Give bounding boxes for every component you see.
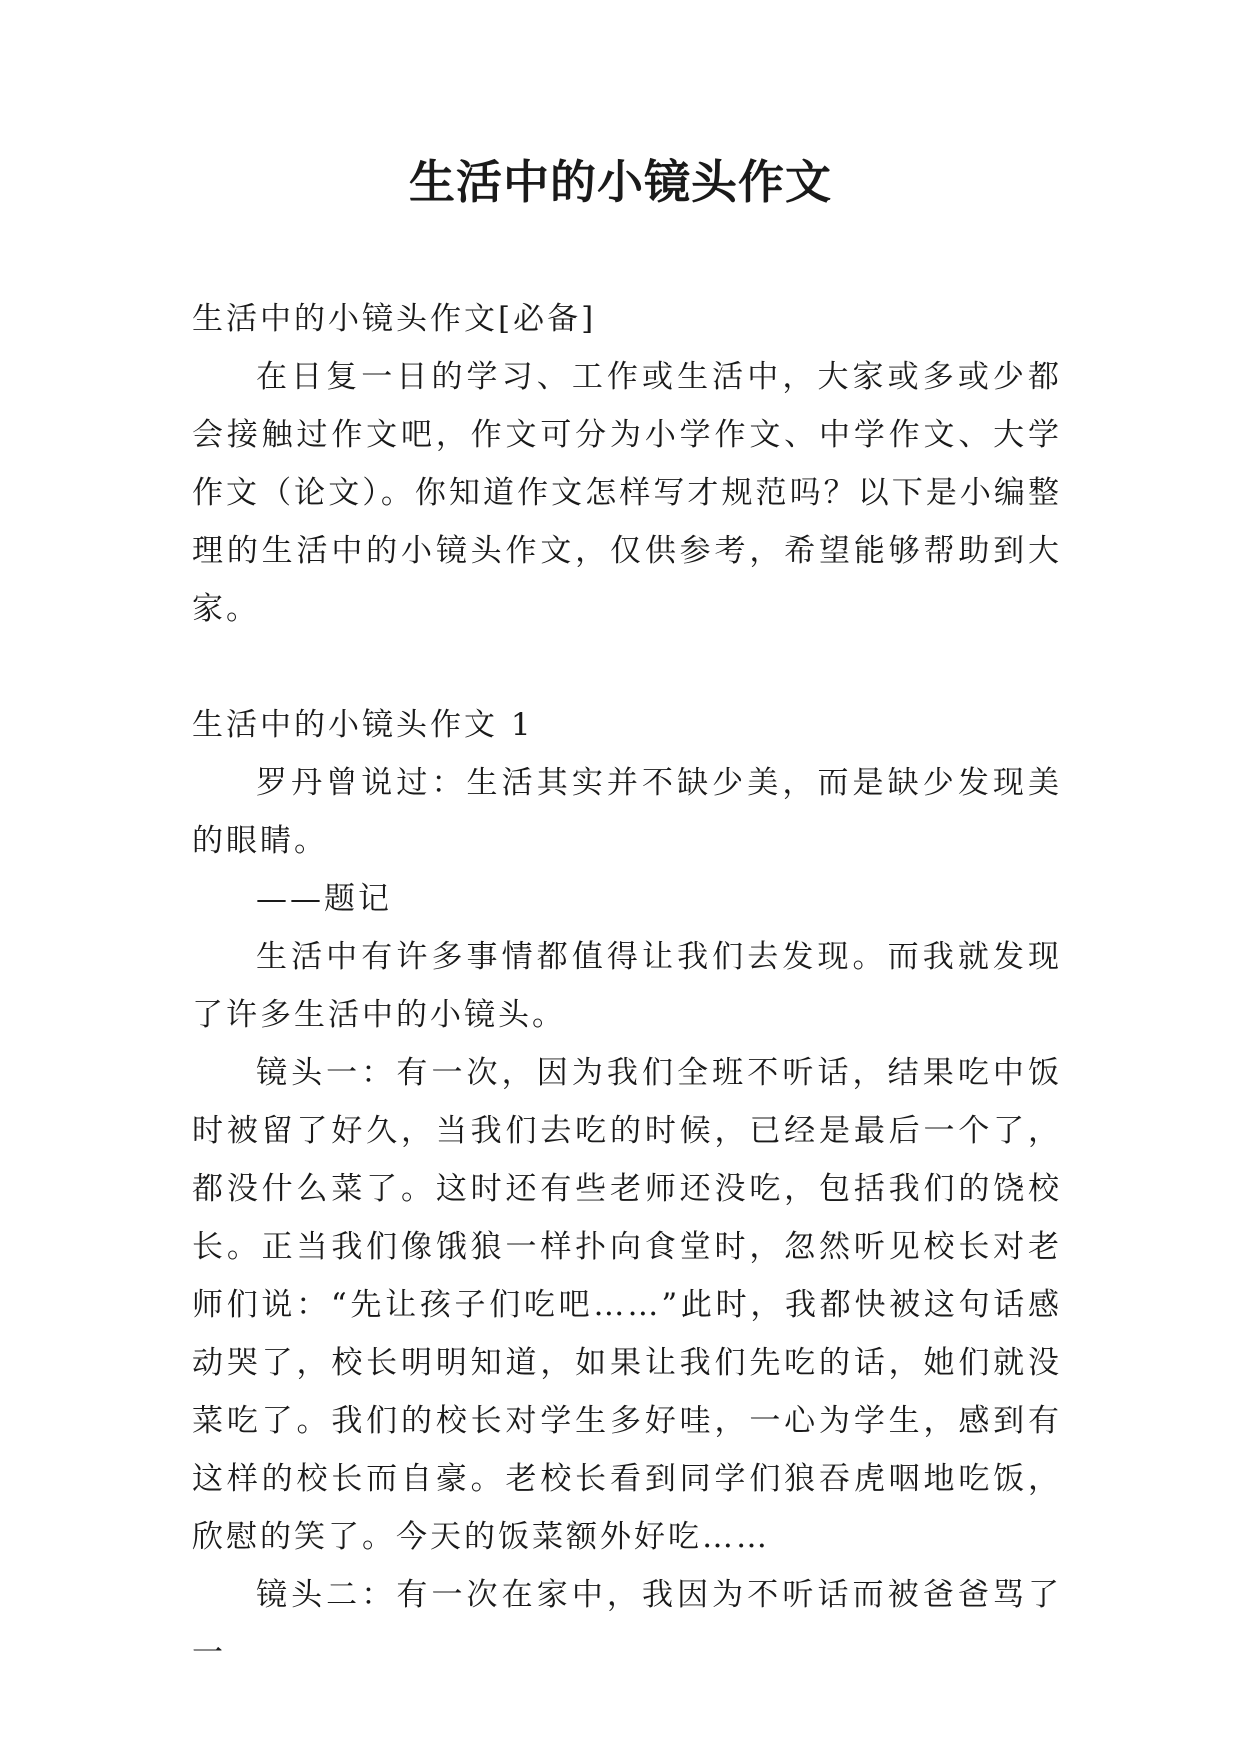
section-heading: 生活中的小镜头作文 1 — [192, 707, 534, 743]
document-title: 生活中的小镜头作文 — [409, 155, 832, 209]
scene-two-paragraph: 镜头二：有一次在家中，我因为不听话而被爸爸骂了一 — [192, 1577, 1062, 1671]
quote-paragraph: 罗丹曾说过：生活其实并不缺少美，而是缺少发现美的眼睛。 — [192, 765, 1062, 859]
epigraph-attribution: ——题记 — [256, 881, 392, 917]
intro-paragraph: 在日复一日的学习、工作或生活中，大家或多或少都会接触过作文吧，作文可分为小学作文、中学作文、大学作文（论文）。你知道作文怎样写才规范吗？以下是小编整理的生活中的小镜头作文，仅供参考，希望能够帮助到大家。 — [192, 359, 1062, 627]
scene-one-paragraph: 镜头一：有一次，因为我们全班不听话，结果吃中饭时被留了好久，当我们去吃的时候，已经是最后一个了，都没什么菜了。这时还有些老师还没吃，包括我们的饶校长。正当我们像饿狼一样扑向食堂时，忽然听见校长对老师们说：“先让孩子们吃吧……”此时，我都快被这句话感动哭了，校长明明知道，如果让我们先吃的话，她们就没菜吃了。我们的校长对学生多好哇，一心为学生，感到有这样的校长而自豪。老校长看到同学们狼吞虎咽地吃饭，欣慰的笑了。今天的饭菜额外好吃…… — [192, 1055, 1062, 1555]
document-body — [192, 290, 1062, 1682]
document-subtitle: 生活中的小镜头作文[必备] — [192, 301, 597, 337]
section-spacer — [192, 638, 1062, 696]
body-paragraph: 生活中有许多事情都值得让我们去发现。而我就发现了许多生活中的小镜头。 — [192, 939, 1062, 1033]
